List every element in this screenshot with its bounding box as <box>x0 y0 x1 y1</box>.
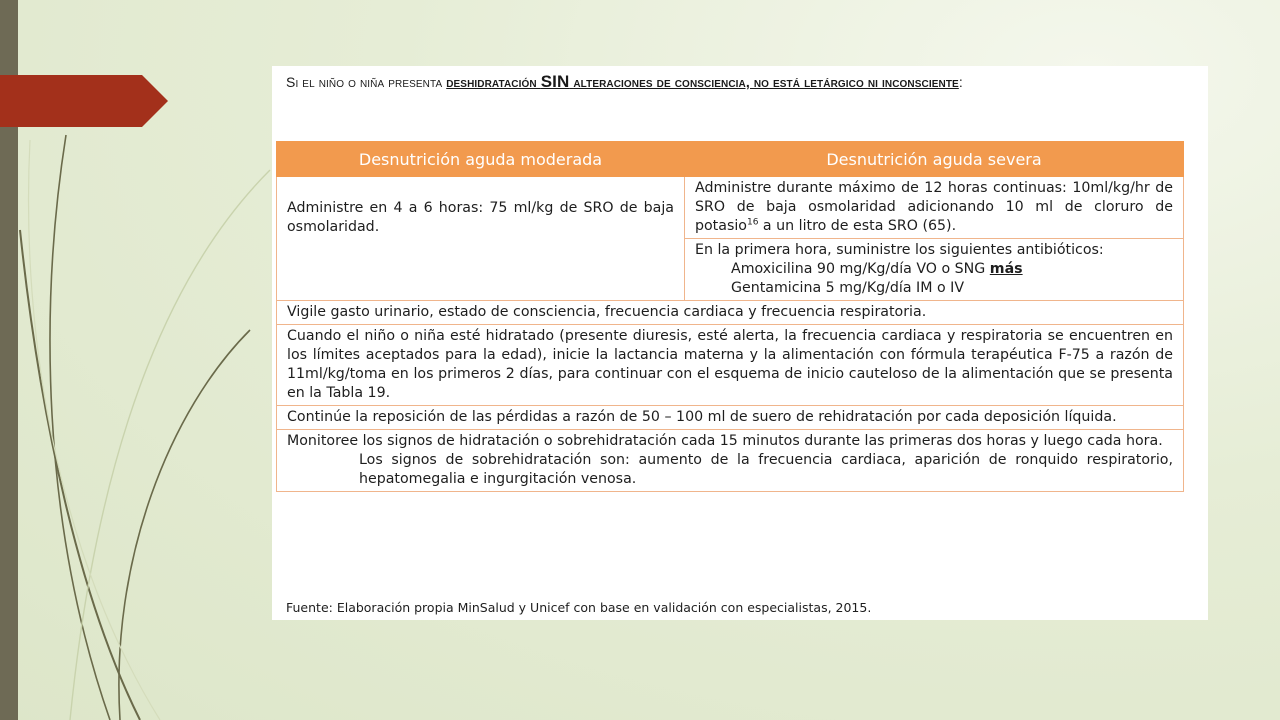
table-row <box>277 430 1184 492</box>
protocol-table-image <box>272 66 1208 620</box>
severe-text-a: Administre durante máximo de 12 horas continuas: 10ml/kg/hr de SRO de baja osmolaridad adicionando 10 ml de cloruro de potasio <box>695 180 1173 234</box>
cell-reposicion: Continúe la reposición de las pérdidas a razón de 50 – 100 ml de suero de rehidratación por cada deposición líquida. <box>277 406 1184 430</box>
heading-part-3: SIN <box>540 72 570 91</box>
header-severe: Desnutrición aguda severa <box>685 142 1184 177</box>
antibiotic-gentamicina: Gentamicina 5 mg/Kg/día IM o IV <box>731 280 965 296</box>
source-note: Fuente: Elaboración propia MinSalud y Unicef con base en validación con especialistas, 2015. <box>286 600 872 615</box>
treatment-table <box>276 141 1184 492</box>
table-row <box>277 301 1184 325</box>
cell-severe-antibiotics <box>685 239 1184 301</box>
antibiotic-1-text: Amoxicilina 90 mg/Kg/día VO o SNG <box>731 261 990 277</box>
heading-part-5: : <box>958 74 963 90</box>
heading-part-1: Si el niño o niña presenta <box>286 74 447 90</box>
header-moderate: Desnutrición aguda moderada <box>277 142 685 177</box>
heading-part-4: alteraciones de consciencia, no está letárgico ni inconsciente <box>569 74 959 90</box>
cell-hidratado: Cuando el niño o niña esté hidratado (presente diuresis, esté alerta, la frecuencia cardiaca y respiratoria se encuentren en los límites aceptados para la edad), inicie la lactancia materna y la alimentación con fórmula terapéutica F-75 a razón de 11ml/kg/toma en los primeros 2 días, para continuar con el esquema de inicio cauteloso de la alimentación que se presenta en la Tabla 19. <box>277 325 1184 406</box>
monitoree-text: Monitoree los signos de hidratación o sobrehidratación cada 15 minutos durante las primeras dos horas y luego cada hora. <box>287 433 1163 449</box>
cell-vigile: Vigile gasto urinario, estado de consciencia, frecuencia cardiaca y frecuencia respiratoria. <box>277 301 1184 325</box>
antibiotic-1-mas: más <box>989 261 1023 277</box>
antibiotics-intro: En la primera hora, suministre los siguientes antibióticos: <box>695 242 1104 258</box>
table-heading <box>286 72 1196 92</box>
table-row <box>277 406 1184 430</box>
table-row <box>277 325 1184 406</box>
heading-part-2: deshidratación <box>446 74 541 90</box>
cell-moderate: Administre en 4 a 6 horas: 75 ml/kg de SRO de baja osmolaridad. <box>277 177 685 301</box>
signos-text: Los signos de sobrehidratación son: aumento de la frecuencia cardiaca, aparición de ronquido respiratorio, hepatomegalia e ingurgitación venosa. <box>359 452 1173 487</box>
footnote-16: 16 <box>746 217 759 228</box>
severe-text-b: a un litro de esta SRO (65). <box>758 218 957 234</box>
table-row <box>277 177 1184 239</box>
red-arrow-tab <box>0 75 168 127</box>
cell-severe-sro <box>685 177 1184 239</box>
table-header-row <box>277 142 1184 177</box>
antibiotic-amoxicilina <box>695 260 1173 279</box>
cell-monitoree <box>277 430 1184 492</box>
